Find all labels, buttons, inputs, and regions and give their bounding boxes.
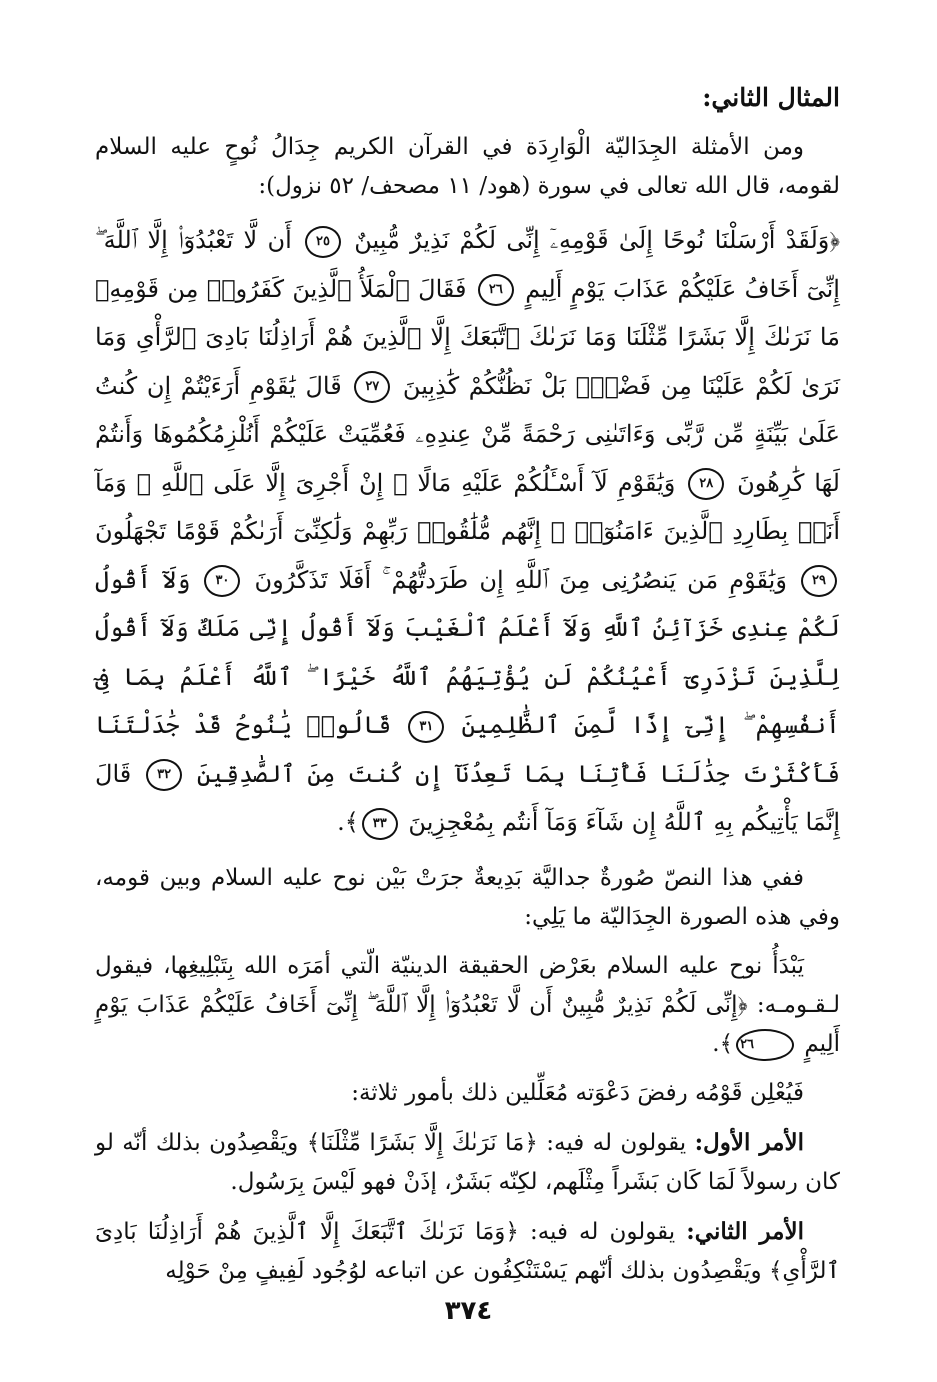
verse-number-marker: ٢٧	[354, 371, 390, 403]
second-reason-text: يقولون له فيه: ﴿وَمَا نَرَىٰكَ ٱتَّبَعَكَ إِلَّا ٱلَّذِينَ هُمْ أَرَاذِلُنَا بَادِىَ ٱلرَّأْىِ﴾ ويَقْصِدُون بذلك أنّهم يَسْتَنْكِفُون عن اتباعه لوُجُود لَفِيفٍ مِنْ حَوْلِه	[95, 1218, 840, 1284]
verse-number-marker: ٢٥	[305, 226, 341, 258]
quran-closing-bracket: ﴾.	[712, 1030, 734, 1057]
verse-number-marker: ٣٠	[204, 565, 240, 597]
verse-number-marker: ٣٢	[146, 759, 182, 791]
quran-passage	[95, 216, 840, 847]
first-point-paragraph	[95, 947, 840, 1064]
verse-text: قَالُوا۟ يَٰنُوحُ قَدْ جَٰدَلْتَنَا فَأَكْثَرْتَ جِدَٰلَنَا فَأْتِنَا بِمَا تَعِدُنَآ إِن كُنتَ مِنَ ٱلصَّٰدِقِينَ	[95, 711, 841, 788]
verse-text: وَيَٰقَوْمِ لَآ أَسْـَٔلُكُمْ عَلَيْهِ مَالًا ۖ إِنْ أَجْرِىَ إِلَّا عَلَى ٱللَّهِ ۚ وَمَآ أَنَا۠ بِطَارِدِ ٱلَّذِينَ ءَامَنُوٓا۟ ۚ إِنَّهُم مُّلَٰقُوا۟ رَبِّهِمْ وَلَٰكِنِّىٓ أَرَىٰكُمْ قَوْمًا تَجْهَلُونَ	[95, 468, 840, 545]
intro-paragraph: ومن الأمثلة الجِدَاليّة الْوَارِدَة في القرآن الكريم جِدَالُ نُوحٍ عليه السلام لقومه، قال الله تعالى في سورة (هود/ ١١ مصحف/ ٥٢ نزول):	[95, 134, 840, 199]
verse-text: وَلَآ أَقُولُ لَكُمْ عِندِى خَزَآئِنُ ٱللَّهِ وَلَآ أَعْلَمُ ٱلْغَيْبَ وَلَآ أَقُولُ إِنِّى مَلَكٌ وَلَآ أَقُولُ لِلَّذِينَ تَزْدَرِىٓ أَعْيُنُكُمْ لَن يُؤْتِيَهُمُ ٱللَّهُ خَيْرًا ۖ ٱللَّهُ أَعْلَمُ بِمَا فِىٓ أَنفُسِهِمْ ۖ إِنِّىٓ إِذًا لَّمِنَ ٱلظَّٰلِمِينَ	[95, 565, 840, 739]
paragraph-text: يَبْدَأُ نوح عليه السلام بعَرْض الحقيقة الدينيّة الّتي أمَرَه الله بِتَبْلِيغِها، فيقول لـقـومـه: ﴿إِنِّى لَكُمْ نَذِيرٌ مُّبِينٌ أَن لَّا تَعْبُدُوٓا۟ إِلَّا ٱللَّهَ ۖ إِنِّىٓ أَخَافُ عَلَيْكُمْ عَذَابَ يَوْمٍ أَلِيمٍ	[95, 952, 840, 1057]
verse-number-marker: ٢٦	[478, 274, 514, 306]
verse-text: قَالَ إِنَّمَا يَأْتِيكُم بِهِ ٱللَّهُ إِن شَآءَ وَمَآ أَنتُم بِمُعْجِزِينَ	[95, 759, 840, 836]
verse-text: فَقَالَ ٱلْمَلَأُ ٱلَّذِينَ كَفَرُوا۟ مِن قَوْمِهِۦ مَا نَرَىٰكَ إِلَّا بَشَرًا مِّثْلَنَا وَمَا نَرَىٰكَ ٱتَّبَعَكَ إِلَّا ٱلَّذِينَ هُمْ أَرَاذِلُنَا بَادِىَ ٱلرَّأْىِ وَمَا نَرَىٰ لَكُمْ عَلَيْنَا مِن فَضْلٍۭ بَلْ نَظُنُّكُمْ كَٰذِبِينَ	[95, 274, 841, 400]
verse-number-marker: ٣١	[408, 711, 444, 743]
second-reason-label: الأمر الثاني:	[686, 1217, 804, 1245]
verse-text: قَالَ يَٰقَوْمِ أَرَءَيْتُمْ إِن كُنتُ عَلَىٰ بَيِّنَةٍ مِّن رَّبِّى وَءَاتَىٰنِى رَحْمَةً مِّنْ عِندِهِۦ فَعُمِّيَتْ عَلَيْكُمْ أَنُلْزِمُكُمُوهَا وَأَنتُمْ لَهَا كَٰرِهُونَ	[95, 371, 840, 497]
page-content	[95, 78, 840, 1301]
analysis-paragraph: ففي هذا النصّ صُورةٌ جداليَّة بَدِيعةٌ جرَتْ بَيْن نوح عليه السلام وبين قومه، وفي هذه الصورة الجِدَاليّة ما يَلِي:	[95, 864, 840, 930]
verse-text: أَن لَّا تَعْبُدُوٓا۟ إِلَّا ٱللَّهَ ۖ إِنِّىٓ أَخَافُ عَلَيْكُمْ عَذَابَ يَوْمٍ أَلِيمٍ	[95, 226, 840, 303]
first-reason-label: الأمر الأول:	[694, 1128, 805, 1156]
page-number: ٣٧٤	[444, 1296, 493, 1326]
verse-number-marker: ٣٣	[362, 808, 398, 840]
first-reason-paragraph	[95, 1123, 840, 1202]
verse-text: وَيَٰقَوْمِ مَن يَنصُرُنِى مِنَ ٱللَّهِ إِن طَرَدتُّهُمْ ۚ أَفَلَا تَذَكَّرُونَ	[254, 565, 787, 594]
first-reason-text: يقولون له فيه: ﴿مَا نَرَىٰكَ إِلَّا بَشَرًا مِّثْلَنَا﴾ ويَقْصِدُون بذلك أنّه لو كان رسولاً لَمَا كَان بَشَراً مِثْلَهم، لكِنّه بَشَرٌ، إذَنْ فهو لَيْسَ بِرَسُول.	[95, 1129, 840, 1195]
quran-closing-bracket: ﴾.	[337, 808, 359, 836]
second-reason-paragraph	[95, 1212, 840, 1291]
rejection-paragraph: فَيُعْلِن قَوْمُه رفضَ دَعْوَته مُعَلِّلين ذلك بأمور ثلاثة:	[351, 1079, 804, 1106]
verse-number-marker: ٢٦	[736, 1029, 794, 1061]
verse-text: ﴿وَلَقَدْ أَرْسَلْنَا نُوحًا إِلَىٰ قَوْمِهِۦٓ إِنِّى لَكُمْ نَذِيرٌ مُّبِينٌ	[354, 226, 840, 254]
verse-number-marker: ٢٨	[688, 468, 724, 500]
verse-number-marker: ٢٩	[801, 565, 837, 597]
section-heading: المثال الثاني:	[702, 83, 840, 112]
